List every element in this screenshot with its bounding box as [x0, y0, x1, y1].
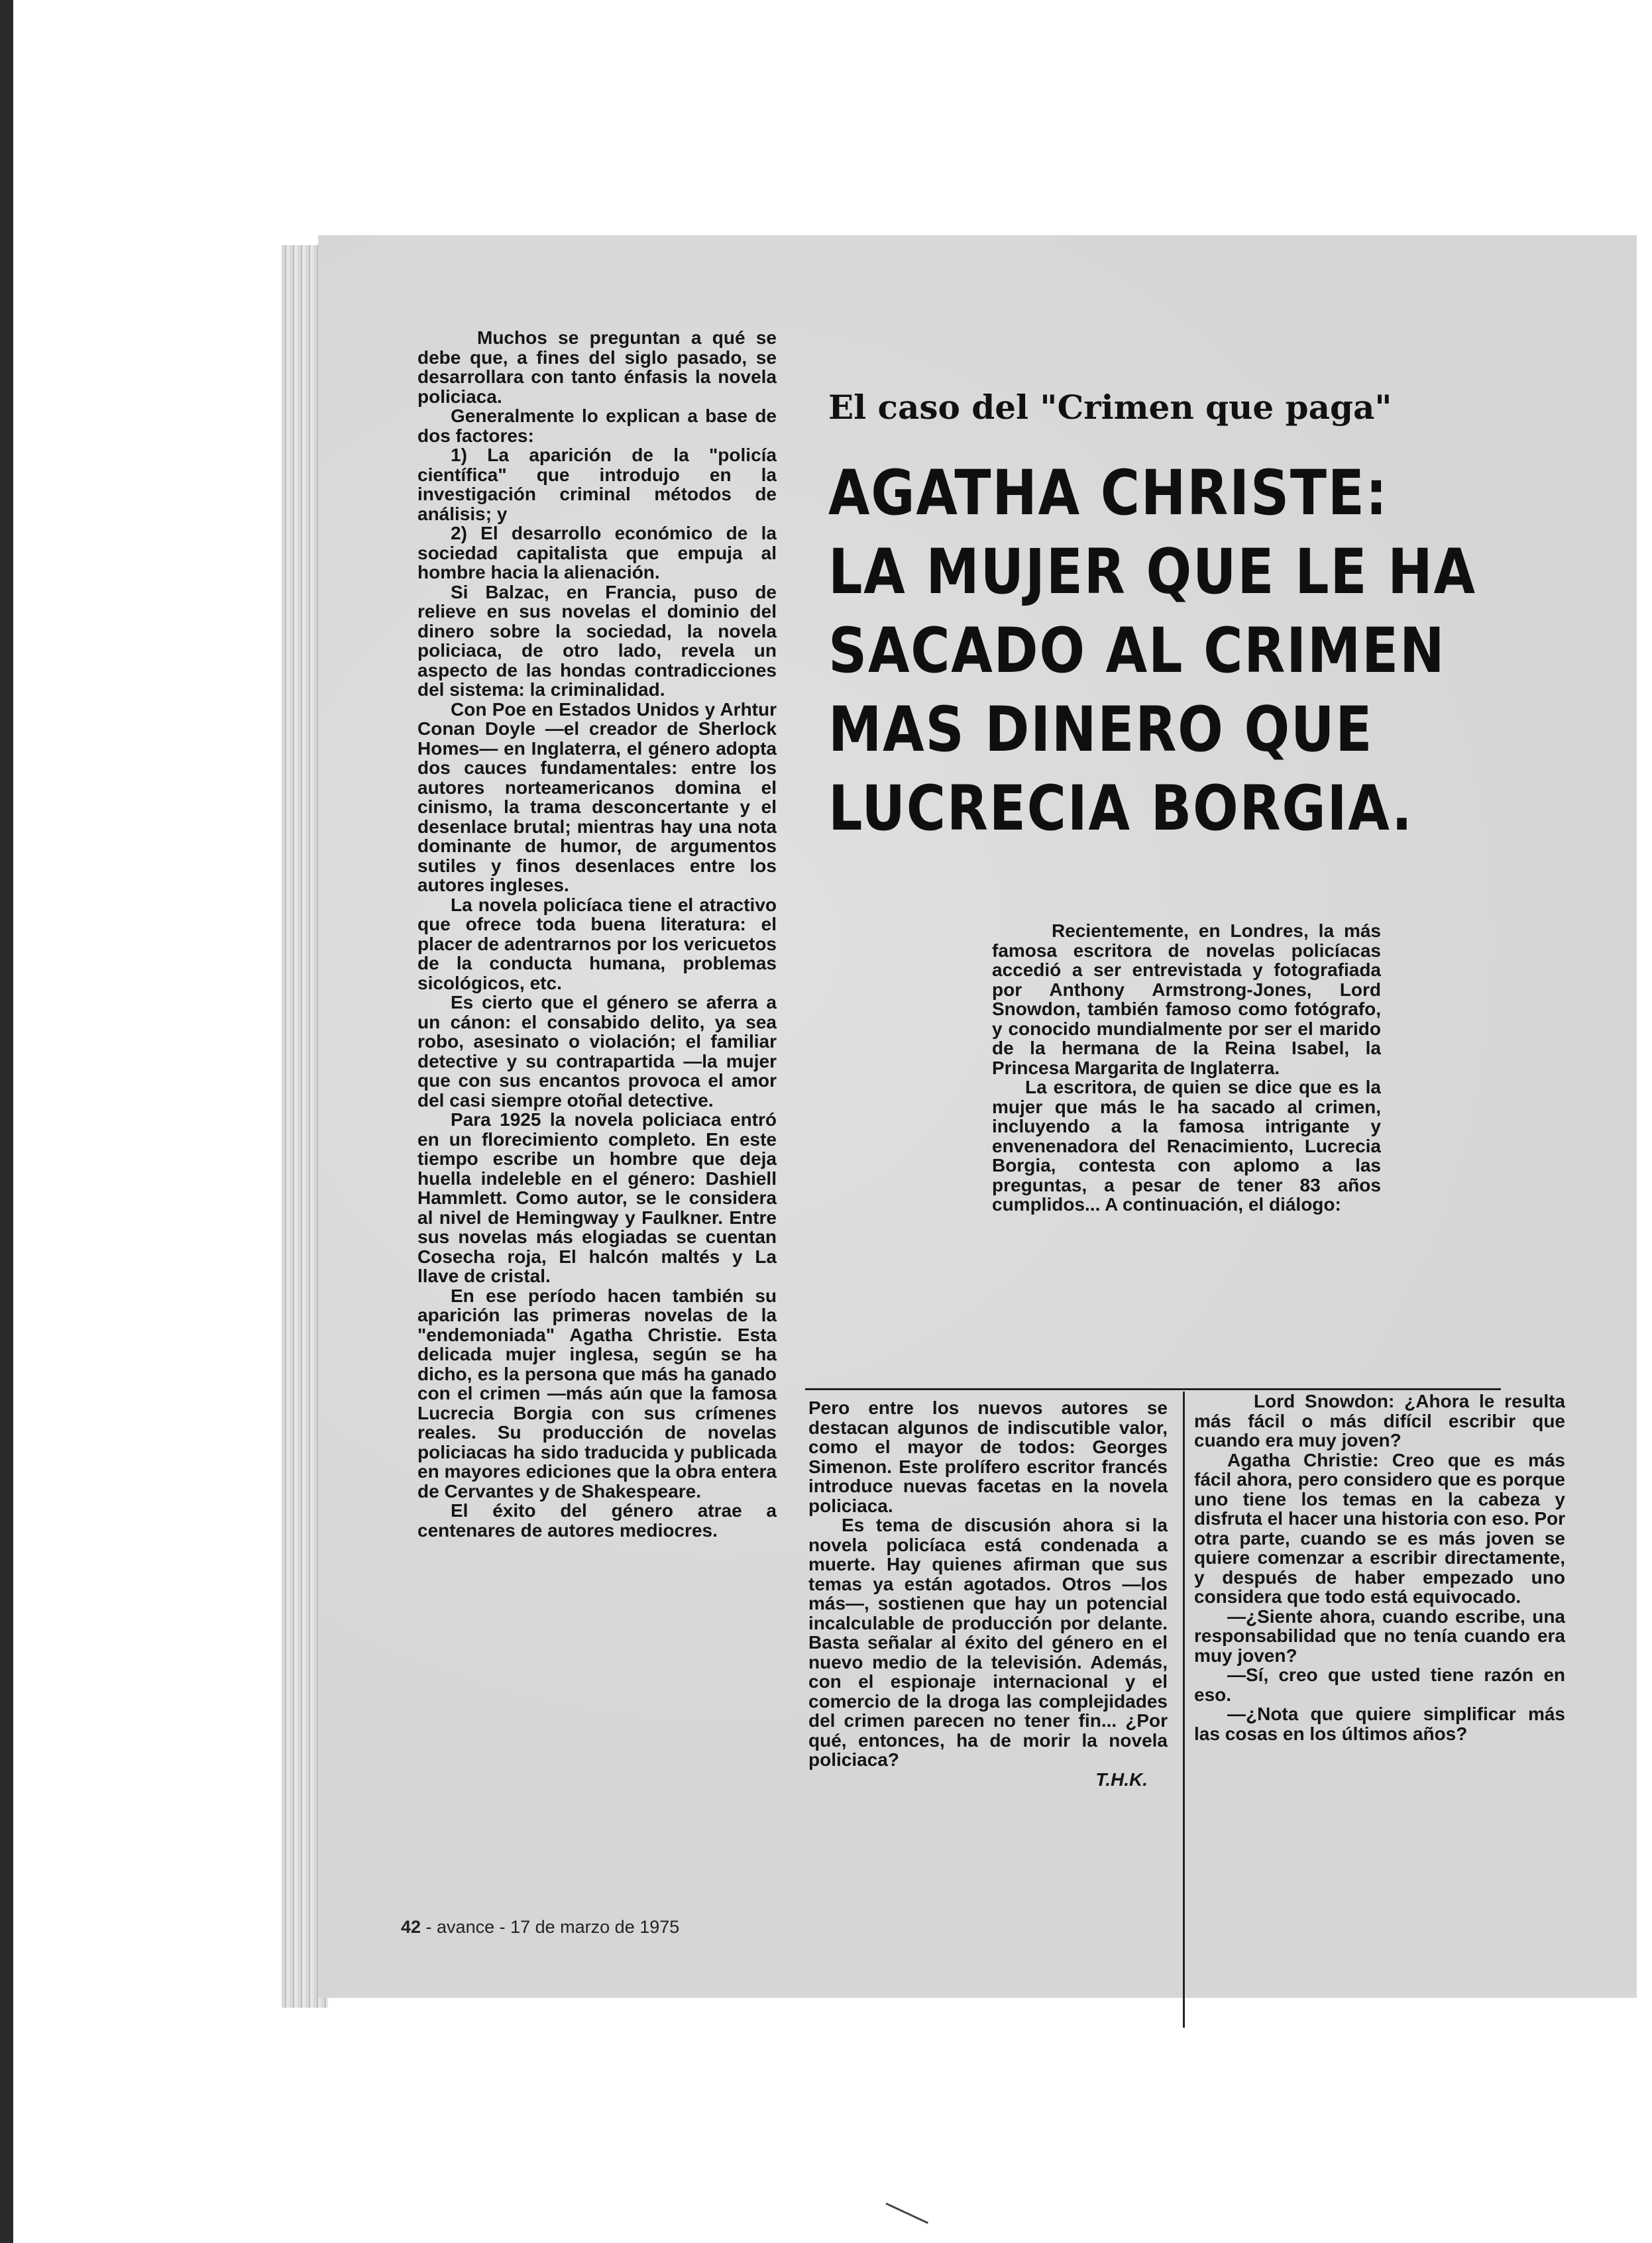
headline-line: AGATHA CHRISTE: [828, 457, 1388, 529]
intro-paragraph: La escritora, de quien se dice que es la mujer que más le ha sacado al crimen, incluyendo a la famosa intrigante y envenenadora del Renacimiento, Lucrecia Borgia, contesta con aplomo a las preguntas, a pesar de tener 83 años cumplidos... A continuación, el diálogo: [992, 1077, 1381, 1215]
headline-line: SACADO AL CRIMEN [828, 615, 1446, 687]
col1-paragraph: Muchos se preguntan a qué se debe que, a fines del siglo pasado, se desarrollara con tanto énfasis la novela policiaca. [417, 327, 777, 407]
dialogue-paragraph: —¿Siente ahora, cuando escribe, una responsabilidad que no tenía cuando era muy joven? [1194, 1606, 1565, 1666]
dialogue-paragraph: Lord Snowdon: ¿Ahora le resulta más fácil o más difícil escribir que cuando era muy joven? [1194, 1391, 1565, 1450]
scan-edge-shadow [0, 0, 13, 2243]
dialogue-paragraph: —¿Nota que quiere simplificar más las cosas en los últimos años? [1194, 1704, 1565, 1744]
magazine-page [318, 235, 1637, 1998]
article-headline [828, 454, 1512, 848]
col1-paragraph: 2) El desarrollo económico de la sociedad capitalista que empuja al hombre hacia la alienación. [417, 523, 777, 582]
col1-paragraph: Si Balzac, en Francia, puso de relieve en sus novelas el dominio del dinero sobre la sociedad, la novela policiaca, de otro lado, revela un aspecto de las hondas contradicciones del sistema: la criminalidad. [417, 581, 777, 700]
column-divider-rule [1183, 1392, 1185, 2028]
headline-line: LA MUJER QUE LE HA [828, 536, 1476, 608]
page-folio [401, 1917, 679, 1938]
folio-page-number: 42 [401, 1917, 421, 1937]
dialogue-column [1194, 1392, 1565, 1743]
box-paragraph: Es tema de discusión ahora si la novela policíaca está condenada a muerte. Hay quienes afirman que sus temas ya están agotados. Otros —los más—, sostienen que hay un potencial incalculable de producción por delante. Basta señalar al éxito del género en el nuevo medio de la televisión. Además, con el espionaje internacional y el comercio de la droga las complejidades del crimen parecen no tener fin... ¿Por qué, entonces, ha de morir la novela policiaca? [808, 1515, 1168, 1770]
dialogue-paragraph: Agatha Christie: Creo que es más fácil ahora, pero considero que es porque uno tiene los temas en la cabeza y disfruta el hacer una historia con eso. Por otra parte, cuando se es más joven se quiere comenzar a escribir directamente, y después de haber empezado uno considera que todo está equivocado. [1194, 1449, 1565, 1607]
col1-paragraph: En ese período hacen también su aparición las primeras novelas de la "endemoniada" Agatha Christie. Esta delicada mujer inglesa, según se ha dicho, es la persona que más ha ganado con el crimen —más aún que la famosa Lucrecia Borgia con sus crímenes reales. Su producción de novelas policiacas ha sido traducida y publicada en mayores ediciones que la obra entera de Cervantes y de Shakespeare. [417, 1285, 777, 1502]
col1-paragraph: Generalmente lo explican a base de dos factores: [417, 406, 777, 446]
col1-paragraph: El éxito del género atrae a centenares de autores mediocres. [417, 1500, 777, 1541]
sidebar-box-column [808, 1398, 1168, 1789]
article-kicker: El caso del "Crimen que paga" [828, 388, 1392, 427]
col1-paragraph: Para 1925 la novela policiaca entró en un florecimiento completo. En este tiempo escribe un hombre que deja huella indeleble en el género: Dashiell Hammlett. Como autor, se le considera al nivel de Hemingway y Faulkner. Entre sus novelas más elogiadas se cuentan Cosecha roja, El halcón maltés y La llave de cristal. [417, 1109, 777, 1286]
left-column [417, 328, 777, 1540]
box-paragraph: Pero entre los nuevos autores se destacan algunos de indiscutible valor, como el mayor de todos: Georges Simenon. Este prolífero escritor francés introduce nuevas facetas en la novela policiaca. [808, 1397, 1168, 1516]
intro-column [992, 921, 1381, 1215]
headline-line: LUCRECIA BORGIA. [828, 773, 1413, 845]
intro-paragraph: Recientemente, en Londres, la más famosa escritora de novelas policíacas accedió a ser entrevistada y fotografiada por Anthony Armstrong-Jones, Lord Snowdon, también famoso como fotógrafo, y conocido mundialmente por ser el marido de la hermana de la Reina Isabel, la Princesa Margarita de Inglaterra. [992, 920, 1381, 1078]
col1-paragraph: Es cierto que el género se aferra a un cánon: el consabido delito, ya sea robo, asesinato o violación; el familiar detective y su contrapartida —la mujer que con sus encantos provoca el amor del casi siempre otoñal detective. [417, 992, 777, 1111]
col1-paragraph: 1) La aparición de la "policía científica" que introdujo en la investigación criminal métodos de análisis; y [417, 445, 777, 524]
box-signature: T.H.K. [1095, 1769, 1148, 1790]
folio-text: - avance - 17 de marzo de 1975 [421, 1917, 680, 1937]
col1-paragraph: La novela policíaca tiene el atractivo que ofrece toda buena literatura: el placer de adentrarnos por los vericuetos de la conducta humana, problemas sicológicos, etc. [417, 894, 777, 993]
col1-paragraph: Con Poe en Estados Unidos y Arhtur Conan Doyle —el creador de Sherlock Homes— en Inglaterra, el género adopta dos cauces fundamentales: entre los autores norteamericanos domina el cinismo, la trama desconcertante y el desenlace brutal; mientras hay una nota dominante de humor, de argumentos sutiles y finos desenlaces entre los autores ingleses. [417, 698, 777, 895]
headline-line: MAS DINERO QUE [828, 694, 1374, 766]
dialogue-paragraph: —Sí, creo que usted tiene razón en eso. [1194, 1665, 1565, 1705]
scan-corner-mark [885, 2185, 936, 2224]
